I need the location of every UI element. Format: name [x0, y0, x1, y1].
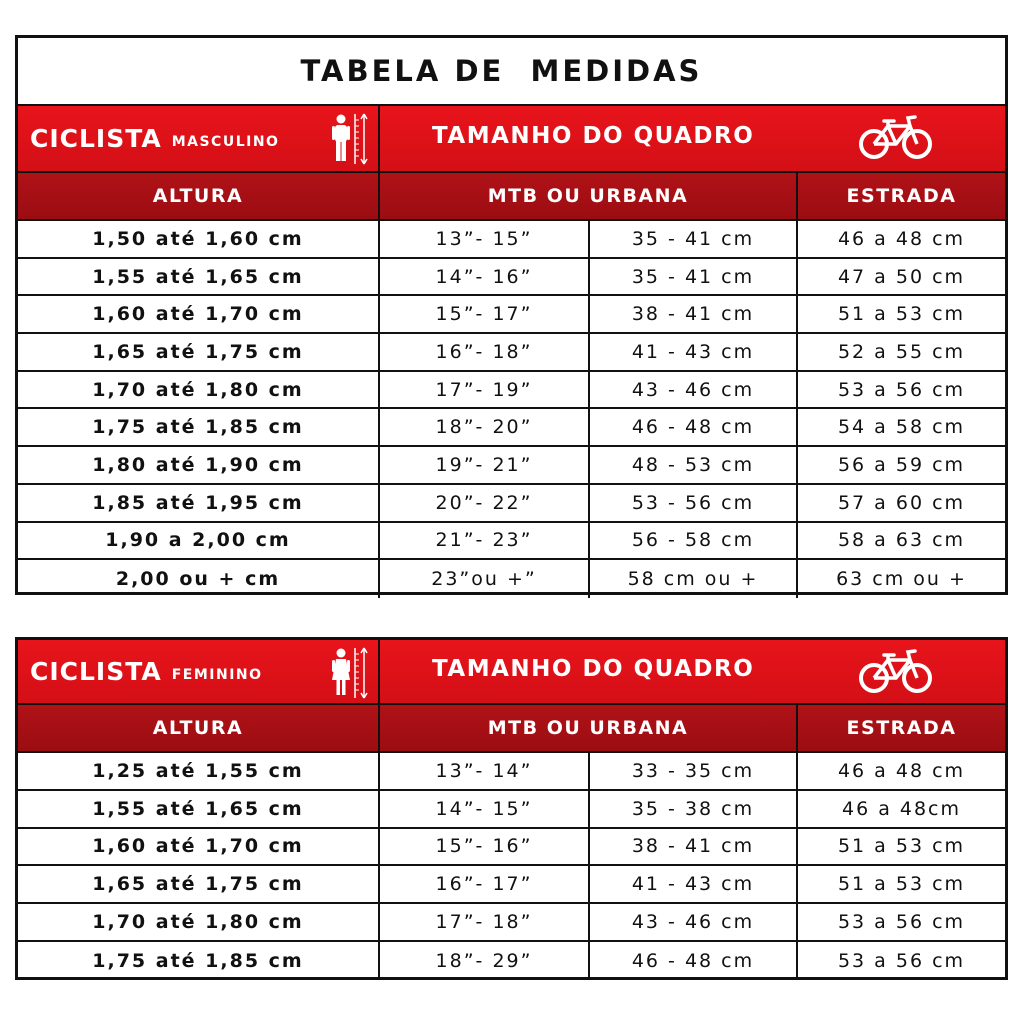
cyclist-label: CICLISTA: [30, 124, 162, 153]
inch-cell: 19”- 21”: [380, 447, 590, 483]
road-cell: 63 cm ou +: [836, 568, 967, 591]
height-cell: 2,00 ou + cm: [18, 560, 380, 598]
inch-cell: 15”- 16”: [380, 829, 590, 865]
road-cell: 51 a 53 cm: [837, 873, 966, 896]
header-band: [18, 106, 1005, 173]
cyclist-header: [18, 106, 380, 171]
cm-cell: 33 - 35 cm: [590, 753, 798, 789]
inch-cell: 14”- 16”: [380, 259, 590, 295]
height-cell: 1,75 até 1,85 cm: [18, 409, 380, 445]
height-cell: 1,55 até 1,65 cm: [18, 791, 380, 827]
inch-cell: 13”- 14”: [380, 753, 590, 789]
road-cell: 46 a 48 cm: [837, 227, 966, 250]
cm-cell: 38 - 41 cm: [590, 296, 798, 332]
table-row: [18, 296, 1005, 334]
inch-cell: 17”- 18”: [380, 904, 590, 940]
col-mtb: MTB OU URBANA: [380, 173, 798, 219]
male-size-table: [15, 35, 1008, 595]
table-body: [18, 753, 1005, 980]
road-cell: 56 a 59 cm: [837, 453, 966, 476]
cm-cell: 35 - 41 cm: [590, 259, 798, 295]
cm-cell: 53 - 56 cm: [590, 485, 798, 521]
height-cell: 1,60 até 1,70 cm: [18, 829, 380, 865]
male-person-height-icon: [330, 112, 370, 166]
header-band: [18, 640, 1005, 705]
cm-cell: 58 cm ou +: [590, 560, 798, 598]
cyclist-label: CICLISTA: [30, 657, 162, 686]
inch-cell: 17”- 19”: [380, 372, 590, 408]
table-row: [18, 791, 1005, 829]
table-row: [18, 904, 1005, 942]
road-cell: 53 a 56 cm: [837, 911, 966, 934]
height-cell: 1,50 até 1,60 cm: [18, 221, 380, 257]
inch-cell: 13”- 15”: [380, 221, 590, 257]
height-cell: 1,60 até 1,70 cm: [18, 296, 380, 332]
table-row: [18, 866, 1005, 904]
table-row: [18, 409, 1005, 447]
cm-cell: 43 - 46 cm: [590, 372, 798, 408]
frame-size-header: [380, 640, 1005, 703]
height-cell: 1,55 até 1,65 cm: [18, 259, 380, 295]
page-title: TABELA DE MEDIDAS: [300, 54, 703, 88]
frame-size-title: TAMANHO DO QUADRO: [432, 122, 755, 149]
cm-cell: 38 - 41 cm: [590, 829, 798, 865]
cm-cell: 35 - 41 cm: [590, 221, 798, 257]
cm-cell: 35 - 38 cm: [590, 791, 798, 827]
cm-cell: 48 - 53 cm: [590, 447, 798, 483]
height-cell: 1,70 até 1,80 cm: [18, 904, 380, 940]
column-headers: [18, 173, 1005, 221]
cm-cell: 43 - 46 cm: [590, 904, 798, 940]
road-cell: 53 a 56 cm: [837, 949, 966, 972]
table-row: [18, 829, 1005, 867]
inch-cell: 18”- 29”: [380, 942, 590, 980]
road-cell: 51 a 53 cm: [837, 303, 966, 326]
table-title: [18, 38, 1005, 106]
gender-label: FEMININO: [171, 666, 263, 683]
road-cell: 46 a 48cm: [841, 797, 962, 820]
road-cell: 52 a 55 cm: [837, 340, 966, 363]
height-cell: 1,85 até 1,95 cm: [18, 485, 380, 521]
bicycle-icon: [858, 648, 934, 696]
table-row: [18, 942, 1005, 980]
gender-label: MASCULINO: [171, 133, 280, 150]
road-cell: 57 a 60 cm: [837, 491, 966, 514]
bicycle-icon: [858, 114, 934, 162]
height-cell: 1,75 até 1,85 cm: [18, 942, 380, 980]
height-cell: 1,80 até 1,90 cm: [18, 447, 380, 483]
inch-cell: 18”- 20”: [380, 409, 590, 445]
table-row: [18, 485, 1005, 523]
frame-size-header: [380, 106, 1005, 171]
road-cell: 51 a 53 cm: [837, 835, 966, 858]
table-row: [18, 523, 1005, 561]
frame-size-title: TAMANHO DO QUADRO: [432, 655, 755, 682]
table-row: [18, 334, 1005, 372]
cm-cell: 46 - 48 cm: [590, 942, 798, 980]
inch-cell: 21”- 23”: [380, 523, 590, 559]
table-row: [18, 259, 1005, 297]
col-estrada: ESTRADA: [846, 717, 957, 739]
road-cell: 47 a 50 cm: [837, 265, 966, 288]
inch-cell: 14”- 15”: [380, 791, 590, 827]
cm-cell: 41 - 43 cm: [590, 866, 798, 902]
height-cell: 1,65 até 1,75 cm: [18, 334, 380, 370]
inch-cell: 16”- 18”: [380, 334, 590, 370]
inch-cell: 15”- 17”: [380, 296, 590, 332]
inch-cell: 16”- 17”: [380, 866, 590, 902]
road-cell: 58 a 63 cm: [837, 529, 966, 552]
col-altura: ALTURA: [18, 705, 380, 751]
table-row: [18, 221, 1005, 259]
table-row: [18, 560, 1005, 598]
cm-cell: 41 - 43 cm: [590, 334, 798, 370]
road-cell: 46 a 48 cm: [837, 759, 966, 782]
cm-cell: 46 - 48 cm: [590, 409, 798, 445]
table-body: [18, 221, 1005, 598]
col-altura: ALTURA: [18, 173, 380, 219]
col-estrada: ESTRADA: [846, 185, 957, 207]
road-cell: 54 a 58 cm: [837, 416, 966, 439]
cyclist-header: [18, 640, 380, 703]
female-person-height-icon: [330, 646, 370, 700]
table-row: [18, 372, 1005, 410]
inch-cell: 20”- 22”: [380, 485, 590, 521]
height-cell: 1,90 a 2,00 cm: [18, 523, 380, 559]
col-mtb: MTB OU URBANA: [380, 705, 798, 751]
table-row: [18, 753, 1005, 791]
height-cell: 1,25 até 1,55 cm: [18, 753, 380, 789]
road-cell: 53 a 56 cm: [837, 378, 966, 401]
height-cell: 1,65 até 1,75 cm: [18, 866, 380, 902]
inch-cell: 23”ou +”: [380, 560, 590, 598]
table-row: [18, 447, 1005, 485]
cm-cell: 56 - 58 cm: [590, 523, 798, 559]
female-size-table: [15, 637, 1008, 980]
column-headers: [18, 705, 1005, 753]
height-cell: 1,70 até 1,80 cm: [18, 372, 380, 408]
